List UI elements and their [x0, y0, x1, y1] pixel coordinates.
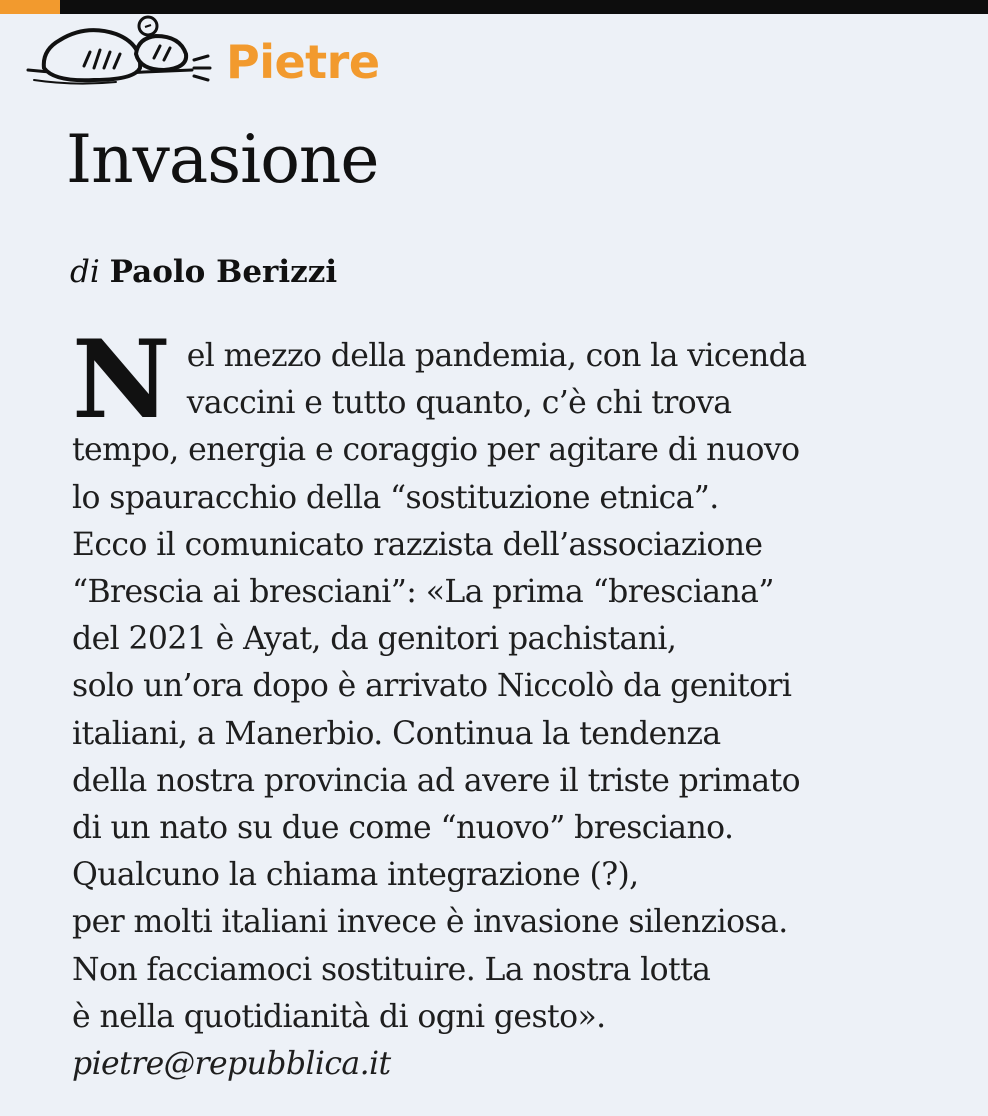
article-line: Qualcuno la chiama integrazione (?), — [72, 857, 639, 894]
article-line: italiani, a Manerbio. Continua la tendenza — [72, 715, 721, 752]
article-line: tempo, energia e coraggio per agitare di nuovo — [72, 432, 800, 469]
article-line: solo un’ora dopo è arrivato Niccolò da genitori — [72, 668, 792, 705]
article-line: el mezzo della pandemia, con la vicenda — [186, 338, 807, 374]
byline-prefix: di — [70, 254, 100, 290]
article-line: “Brescia ai bresciani”: «La prima “bresciana” — [72, 574, 774, 611]
contact-email[interactable]: pietre@repubblica.it — [72, 1046, 391, 1083]
article-body — [72, 317, 962, 1088]
article-line: vaccini e tutto quanto, c’è chi trova — [186, 385, 732, 422]
article-line: del 2021 è Ayat, da genitori pachistani, — [72, 621, 677, 658]
article-line: per molti italiani invece è invasione silenziosa. — [72, 904, 788, 941]
section-label: Pietre — [226, 35, 380, 89]
byline — [70, 250, 337, 294]
drop-cap: N — [72, 317, 171, 443]
stones-icon — [24, 10, 214, 96]
article-line: è nella quotidianità di ogni gesto». — [72, 998, 606, 1035]
article-line: di un nato su due come “nuovo” bresciano. — [72, 810, 734, 847]
section-masthead — [24, 10, 624, 100]
byline-author: Paolo Berizzi — [109, 254, 338, 290]
article-line: Non facciamoci sostituire. La nostra lotta — [72, 951, 711, 988]
headline: Invasione — [66, 121, 379, 198]
article-line: Ecco il comunicato razzista dell’associazione — [72, 526, 763, 563]
article-line: lo spauracchio della “sostituzione etnica”. — [72, 479, 719, 516]
article-line: della nostra provincia ad avere il triste primato — [72, 762, 801, 799]
